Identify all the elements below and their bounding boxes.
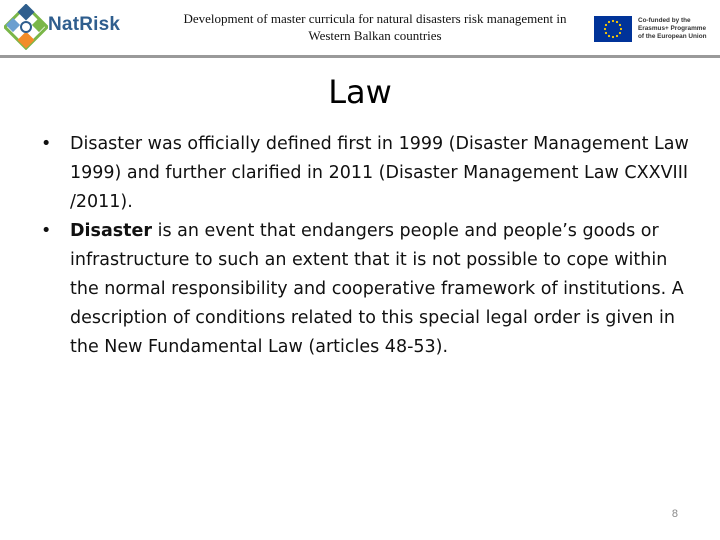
eu-text-line3: of the European Union — [638, 33, 707, 40]
natrisk-emblem-icon — [4, 4, 48, 50]
bullet-list — [36, 130, 696, 362]
eu-cofunded-text — [638, 17, 718, 41]
natrisk-logo — [4, 4, 122, 50]
header-title-line2: Western Balkan countries — [308, 28, 442, 43]
bullet-glyph: • — [41, 221, 52, 241]
eu-flag-icon — [594, 16, 632, 42]
header-project-title — [160, 10, 590, 44]
header-divider — [0, 55, 720, 58]
bullet-item — [36, 217, 696, 362]
eu-text-line1: Co-funded by the — [638, 17, 691, 24]
bullet-glyph: • — [41, 134, 52, 154]
header-title-line1: Development of master curricula for natural disasters risk management in — [183, 11, 567, 26]
bullet-item — [36, 130, 696, 217]
logo-text: NatRisk — [48, 14, 121, 35]
page-number: 8 — [671, 508, 678, 520]
bullet-text: Disaster was officially defined first in 1999 (Disaster Management Law 1999) and further clarified in 2011 (Disaster Management Law CXXVIII /2011). — [70, 134, 689, 212]
bullet-bold-term: Disaster — [70, 221, 153, 241]
erasmus-cofunded-logo — [594, 12, 718, 46]
slide-header — [0, 0, 720, 58]
bullet-text: is an event that endangers people and people’s goods or infrastructure to such an extent that it is not possible to cope within the normal responsibility and cooperative framework of institutions. A description of conditions related to this special legal order is given in the New Fundamental Law (articles 48-53). — [70, 221, 684, 357]
slide-title: Law — [328, 73, 392, 111]
eu-text-line2: Erasmus+ Programme — [638, 25, 707, 32]
